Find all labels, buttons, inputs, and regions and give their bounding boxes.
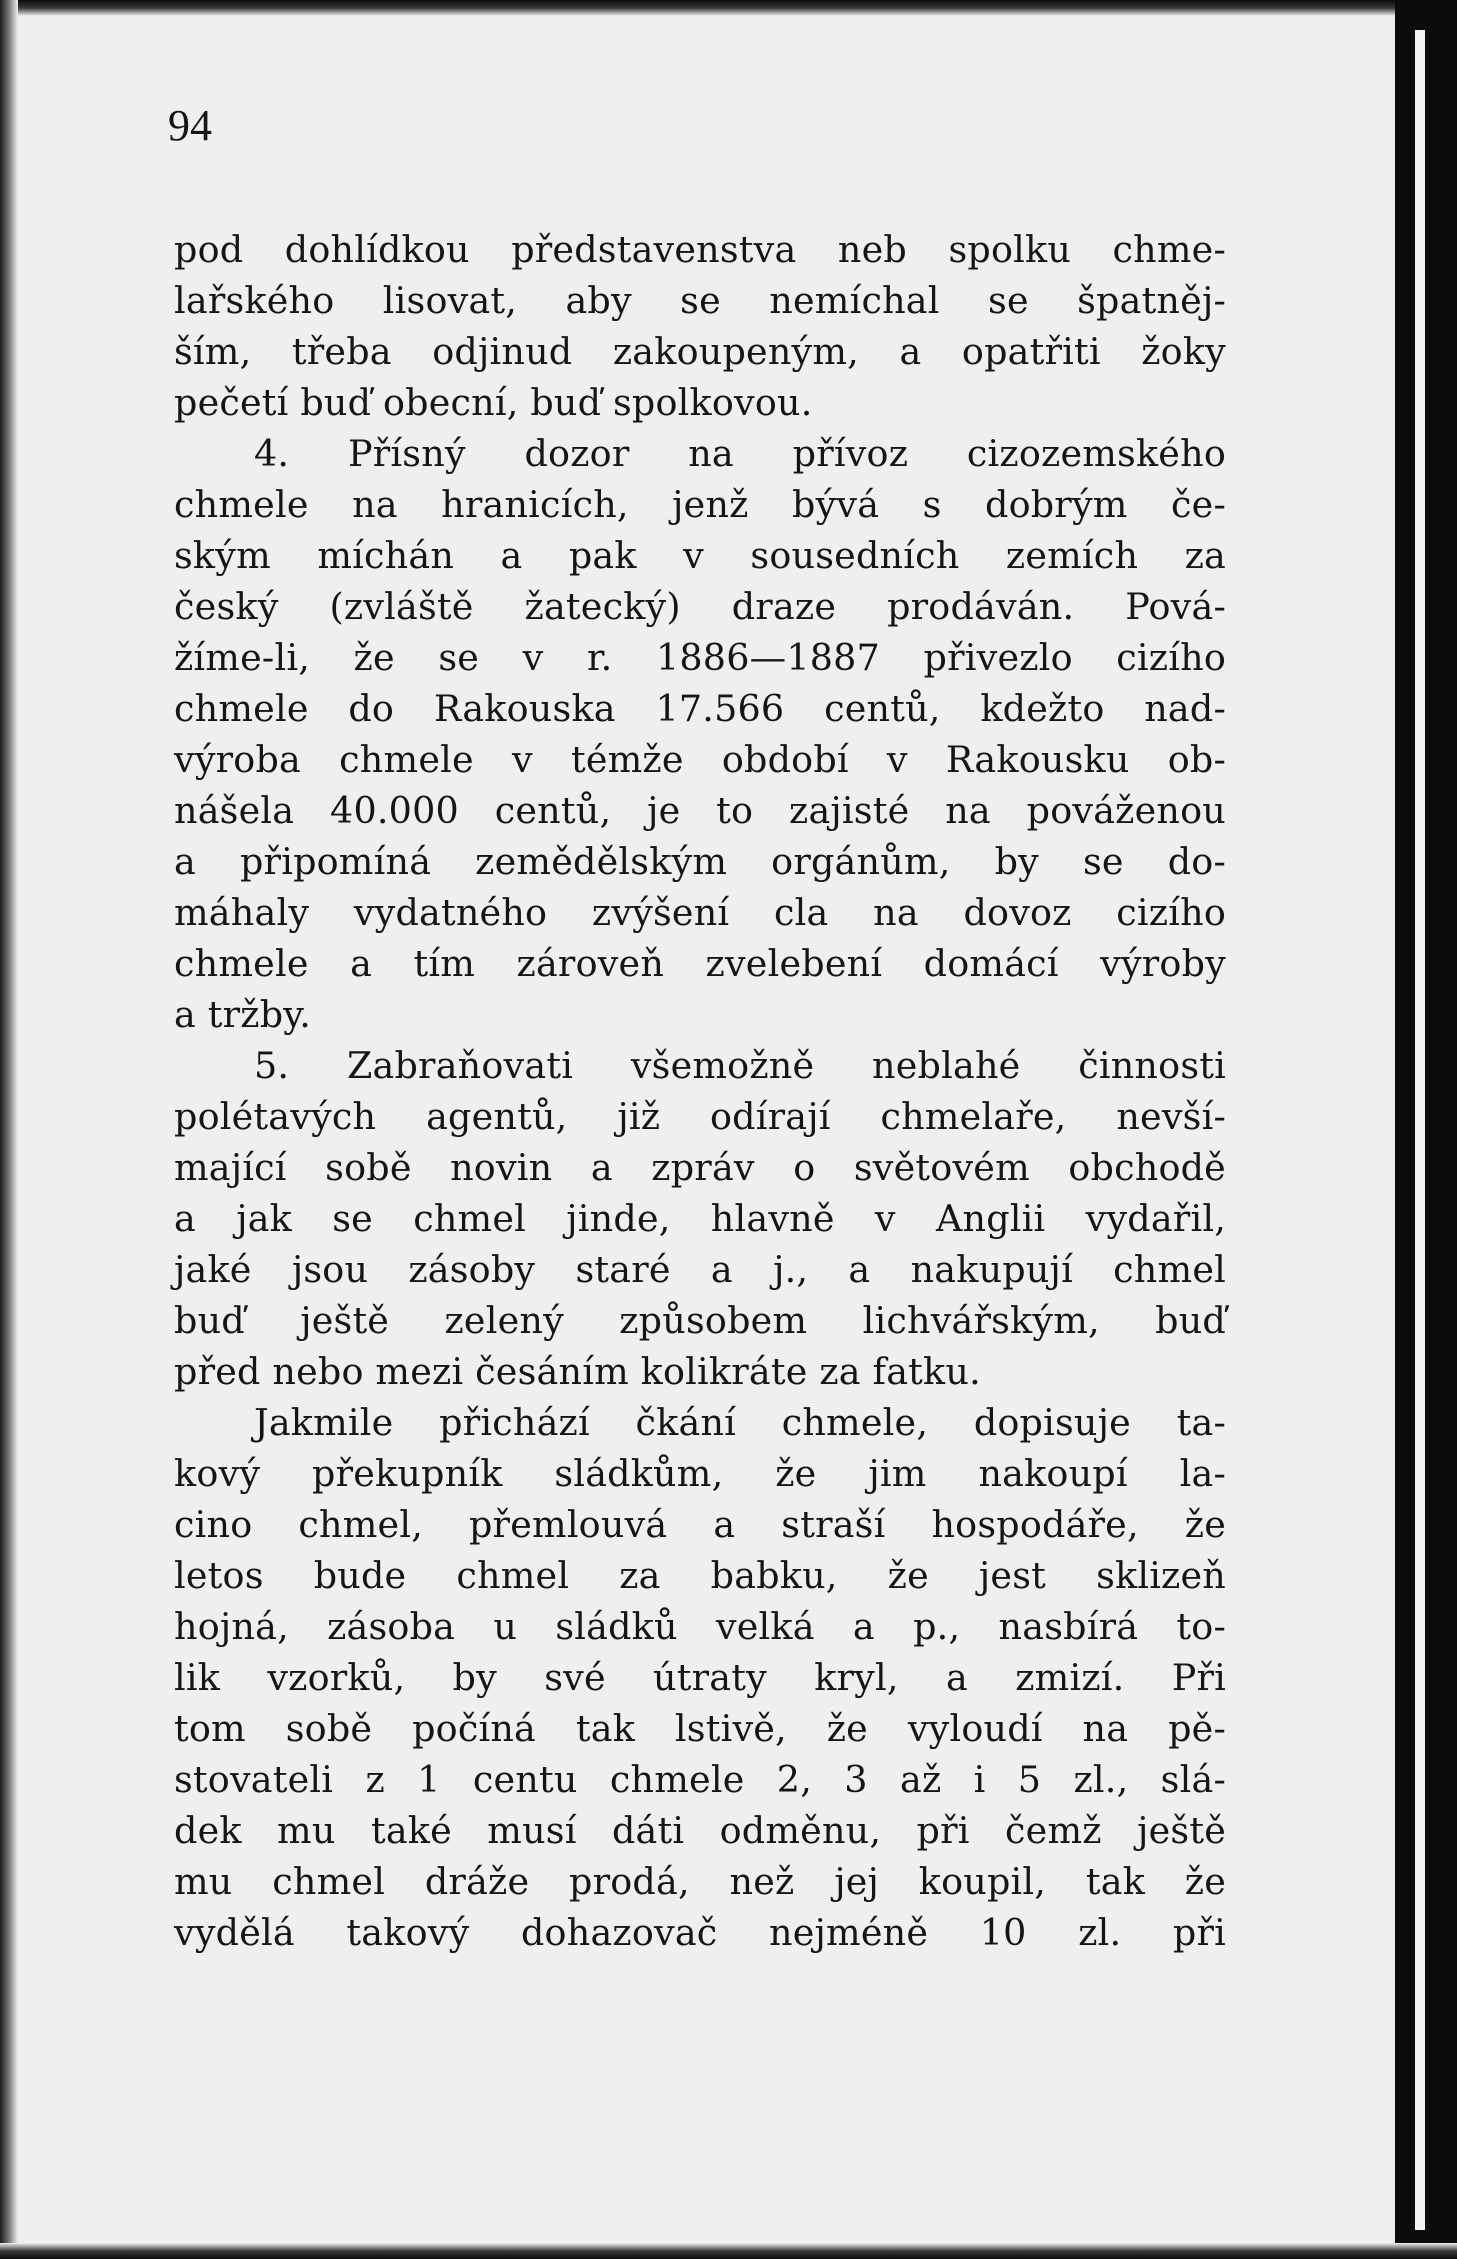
text-line: lik vzorků, by své útraty kryl, a zmizí. Při — [174, 1656, 1226, 1699]
text-line: nášela 40.000 centů, je to zajisté na pováženou — [174, 789, 1226, 832]
text-line: výroba chmele v témže období v Rakousku ob- — [174, 738, 1226, 781]
scan-page-edge — [1415, 30, 1425, 2230]
body-text — [174, 224, 1226, 1958]
text-line: český (zvláště žatecký) draze prodáván. Pová- — [174, 585, 1226, 628]
text-line: před nebo mezi česáním kolikráte za fatku. — [174, 1350, 981, 1393]
text-line: pod dohlídkou představenstva neb spolku chme- — [174, 228, 1226, 271]
text-line: a tržby. — [174, 993, 312, 1036]
text-line: máhaly vydatného zvýšení cla na dovoz cizího — [174, 891, 1226, 934]
text-line: mu chmel dráže prodá, než jej koupil, tak že — [174, 1860, 1226, 1903]
text-line: buď ještě zelený způsobem lichvářským, buď — [174, 1299, 1226, 1342]
text-line: dek mu také musí dáti odměnu, při čemž ještě — [174, 1809, 1226, 1852]
text-line: 4. Přísný dozor na přívoz cizozemského — [254, 432, 1226, 475]
scan-border-bottom — [0, 2243, 1457, 2259]
text-line: letos bude chmel za babku, že jest sklizeň — [174, 1554, 1226, 1597]
scan-border-right — [1395, 0, 1457, 2259]
scan-border-left — [0, 0, 18, 2259]
text-line: ším, třeba odjinud zakoupeným, a opatřiti žoky — [174, 330, 1226, 373]
text-line: lařského lisovat, aby se nemíchal se špatněj- — [174, 279, 1226, 322]
text-line: mající sobě novin a zpráv o světovém obchodě — [174, 1146, 1226, 1189]
page-number: 94 — [168, 101, 212, 150]
text-line: chmele a tím zároveň zvelebení domácí výroby — [174, 942, 1226, 985]
text-line: 5. Zabraňovati všemožně neblahé činnosti — [254, 1044, 1226, 1087]
text-line: stovateli z 1 centu chmele 2, 3 až i 5 zl., slá- — [174, 1758, 1226, 1801]
text-line: a připomíná zemědělským orgánům, by se do- — [174, 840, 1226, 883]
scan-border-top — [0, 0, 1457, 16]
text-line: jaké jsou zásoby staré a j., a nakupují chmel — [174, 1248, 1226, 1291]
text-line: chmele do Rakouska 17.566 centů, kdežto nad- — [174, 687, 1226, 730]
text-line: žíme-li, že se v r. 1886—1887 přivezlo cizího — [174, 636, 1226, 679]
text-line: kový překupník sládkům, že jim nakoupí la- — [174, 1452, 1226, 1495]
text-line: vydělá takový dohazovač nejméně 10 zl. při — [174, 1911, 1226, 1954]
text-line: cino chmel, přemlouvá a straší hospodáře, že — [174, 1503, 1226, 1546]
text-line: ským míchán a pak v sousedních zemích za — [174, 534, 1226, 577]
text-line: hojná, zásoba u sládků velká a p., nasbírá to- — [174, 1605, 1226, 1648]
text-line: a jak se chmel jinde, hlavně v Anglii vydařil, — [174, 1197, 1226, 1240]
text-line: polétavých agentů, již odírají chmelaře, nevší- — [174, 1095, 1226, 1138]
text-line: chmele na hranicích, jenž bývá s dobrým če- — [174, 483, 1226, 526]
text-line: tom sobě počíná tak lstivě, že vyloudí na pě- — [174, 1707, 1226, 1750]
text-line: Jakmile přichází čkání chmele, dopisuje ta- — [254, 1401, 1226, 1444]
text-line: pečetí buď obecní, buď spolkovou. — [174, 381, 813, 424]
